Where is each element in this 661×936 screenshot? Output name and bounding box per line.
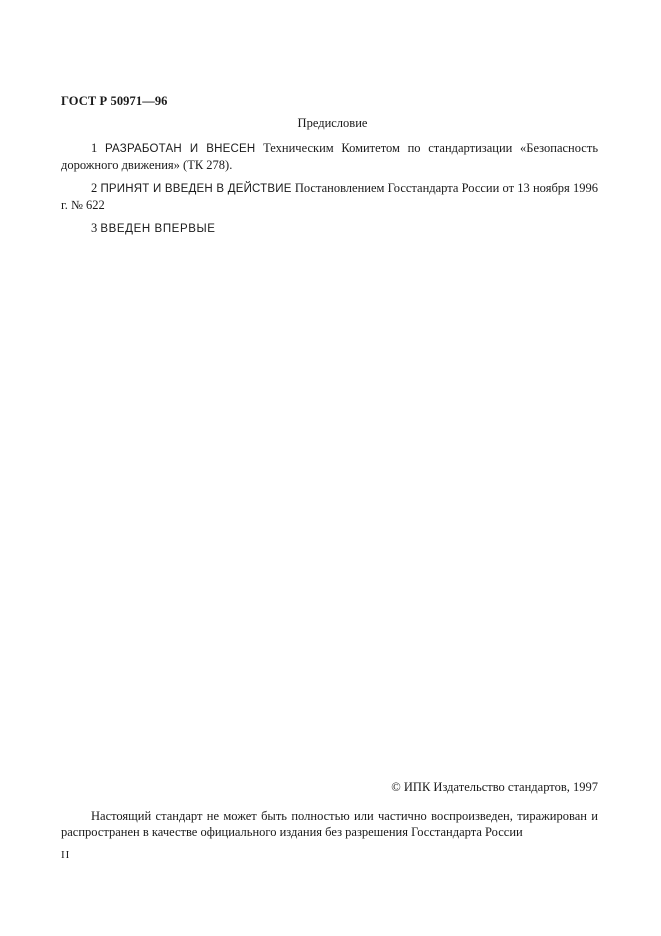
section-title	[0, 116, 661, 131]
item-caps-label: РАЗРАБОТАН И ВНЕСЕН	[104, 143, 256, 155]
copyright-line: © ИПК Издательство стандартов, 1997	[391, 780, 598, 794]
document-header: ГОСТ Р 50971—96	[61, 94, 168, 108]
page-number: II	[61, 849, 71, 861]
item-number: 2	[91, 181, 98, 195]
item-number: 1	[91, 141, 98, 155]
item-caps-label: ВВЕДЕН ВПЕРВЫЕ	[100, 223, 216, 235]
section-title-text: Предисловие	[297, 116, 368, 130]
foreword-item-1	[61, 140, 598, 173]
foreword-item-2	[61, 180, 598, 213]
foreword-item-3	[61, 220, 598, 237]
item-caps-label: ПРИНЯТ И ВВЕДЕН В ДЕЙСТВИЕ	[100, 183, 292, 195]
reproduction-notice: Настоящий стандарт не может быть полностью или частично воспроизведен, тиражирован и распространен в качестве официального издания без разрешения Госстандарта России	[61, 809, 598, 839]
item-text: Постановлением Госстандарта России от 13 ноября 1996 г. № 622	[61, 181, 599, 212]
item-text: Техническим Комитетом по стандартизации «Безопасность дорожного движения» (ТК 278).	[61, 141, 599, 172]
item-number: 3	[91, 221, 98, 235]
